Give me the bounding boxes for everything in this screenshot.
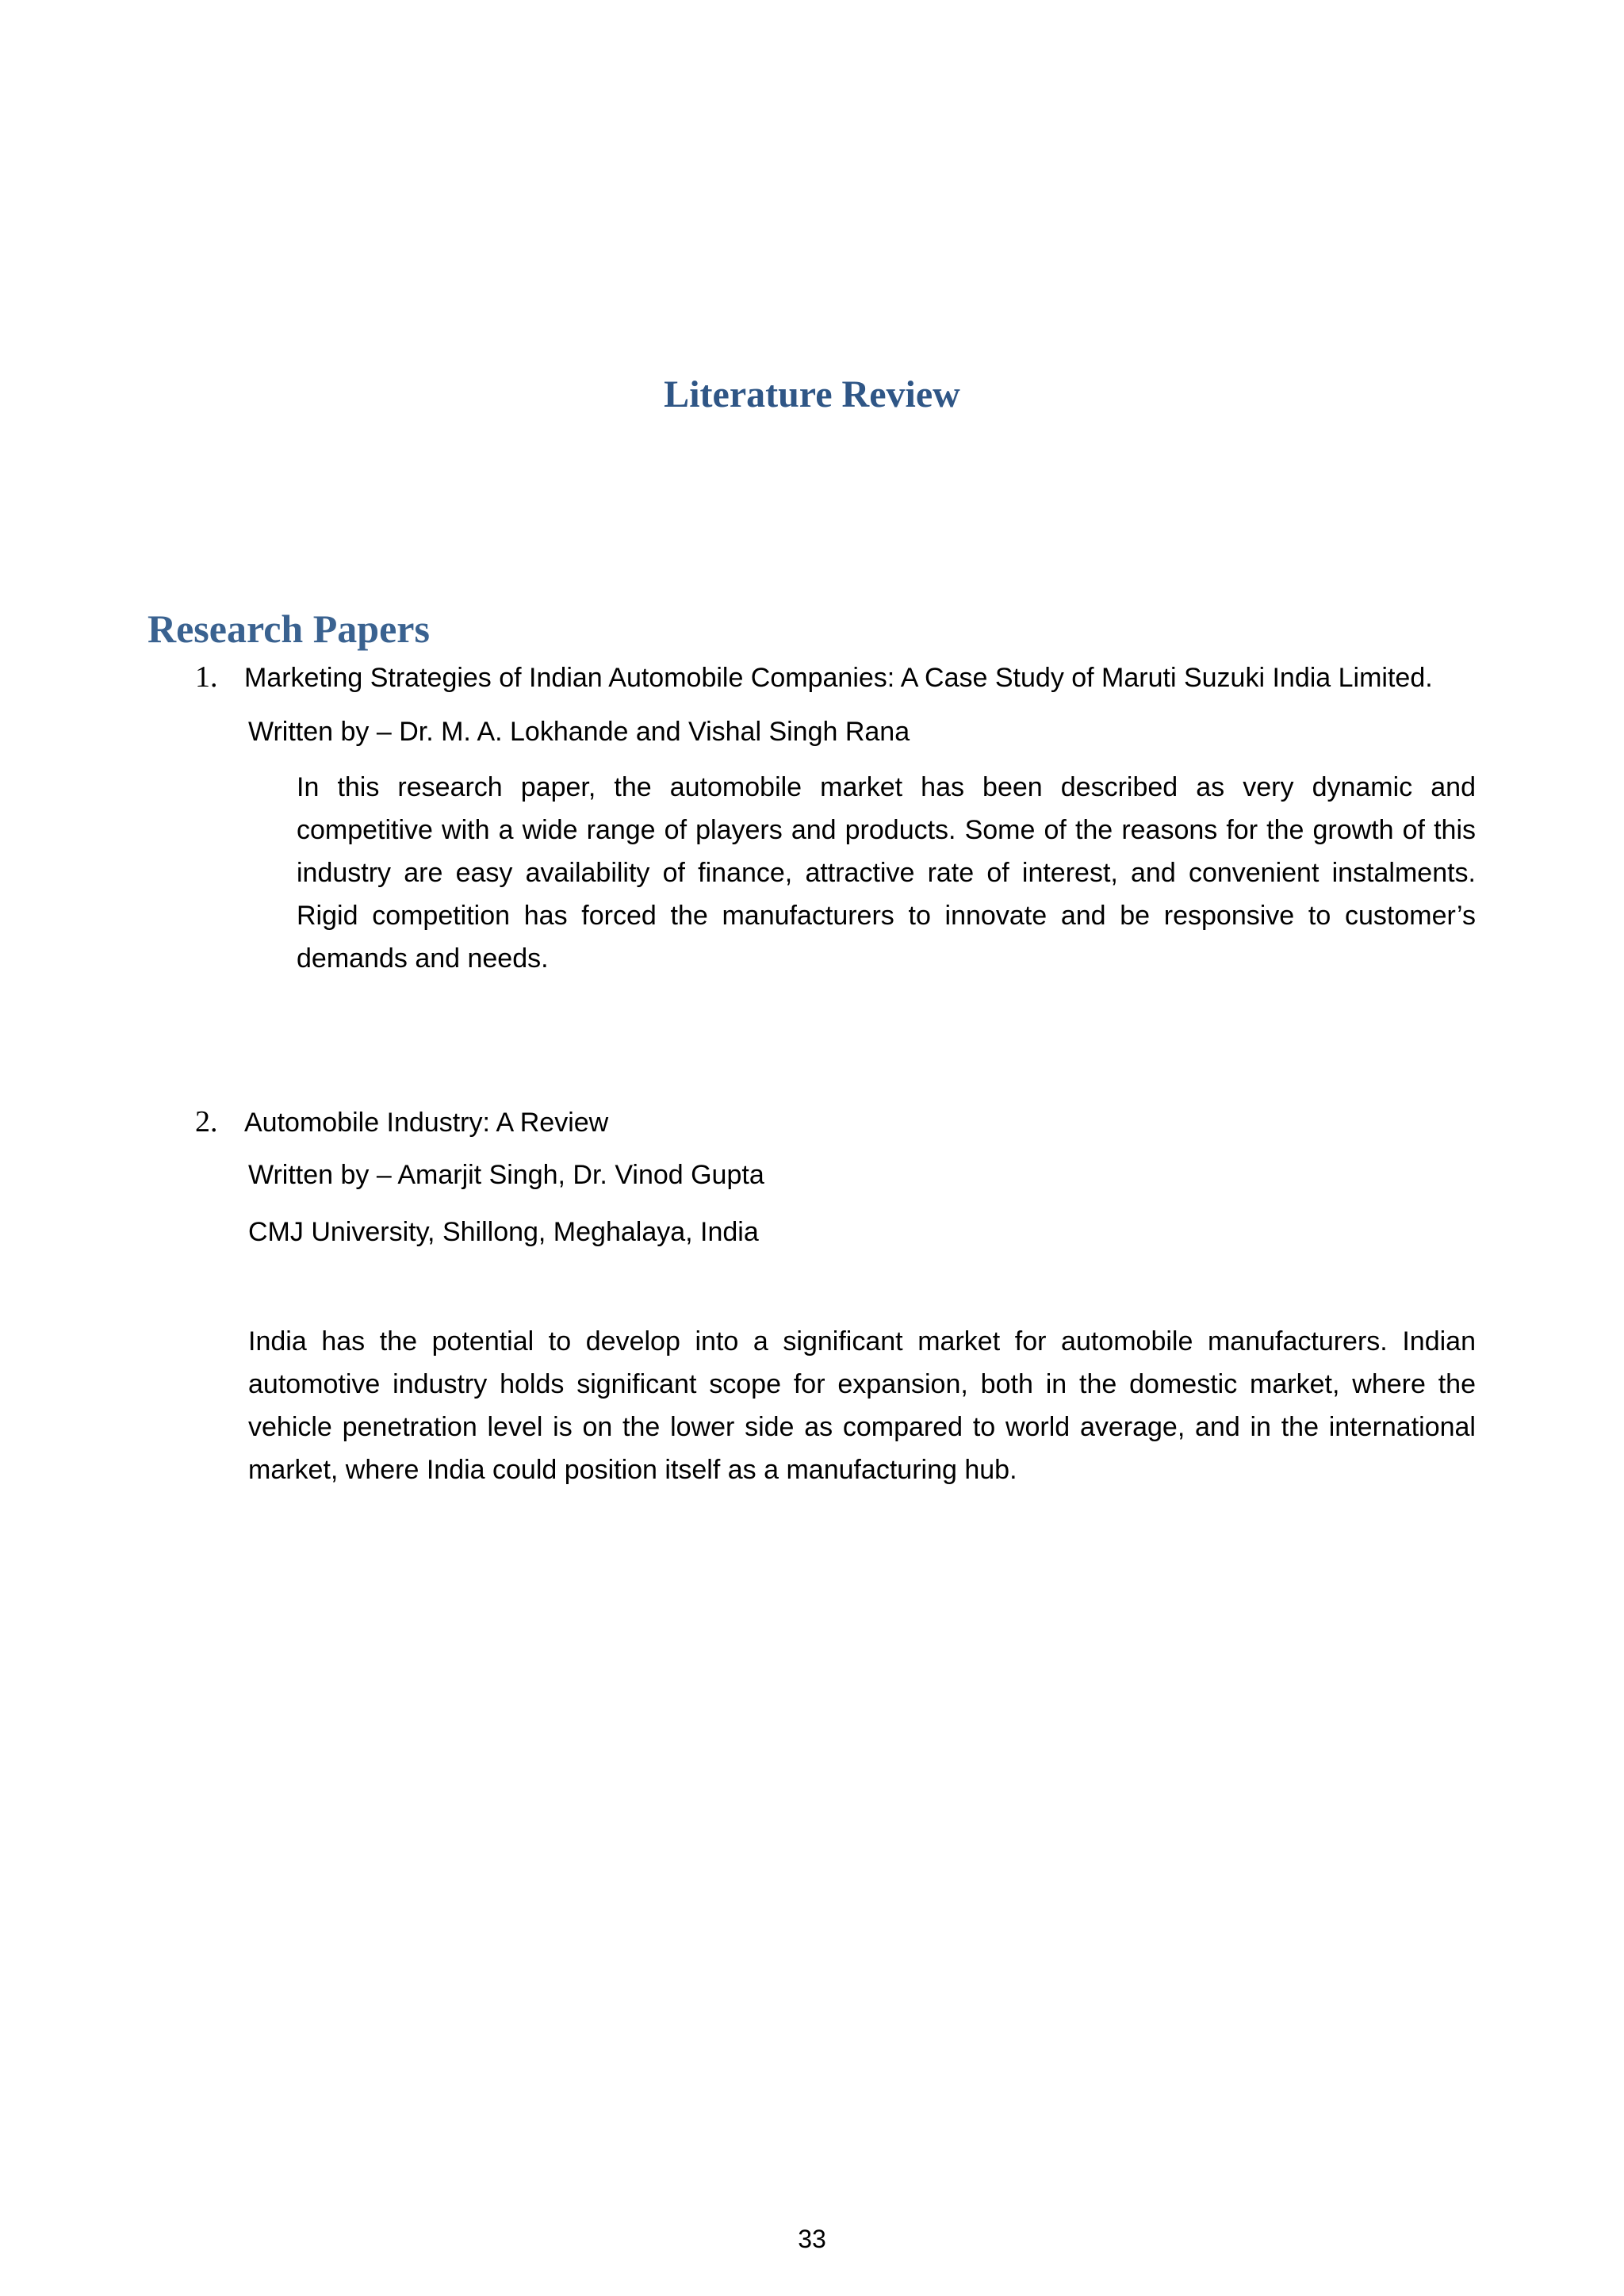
paper-1-title-row [195, 660, 1433, 695]
paper-2-title-row [195, 1104, 608, 1139]
paper-1-title: Marketing Strategies of Indian Automobile Companies: A Case Study of Maruti Suzuki India Limited. [244, 663, 1433, 693]
paper-2-authors: Written by – Amarjit Singh, Dr. Vinod Gupta [248, 1160, 764, 1190]
paper-2-title: Automobile Industry: A Review [244, 1108, 609, 1138]
paper-1-number: 1. [195, 660, 218, 694]
paper-2-abstract: India has the potential to develop into a significant market for automobile manufacturers. Indian automotive industry holds significant scope for expansion, both in the domestic market, where the vehicle penetration level is on the lower side as compared to world average, and in the international market, where India could position itself as a manufacturing hub. [248, 1326, 1476, 1485]
page-title: Literature Review [664, 373, 960, 415]
paper-2-number: 2. [195, 1105, 218, 1138]
paper-2-affiliation: CMJ University, Shillong, Meghalaya, India [248, 1217, 759, 1247]
paper-1-abstract: In this research paper, the automobile market has been described as very dynamic and competitive with a wide range of players and products. Some of the reasons for the growth of this industry are easy availability of finance, attractive rate of interest, and convenient instalments. Rigid competition has forced the manufacturers to innovate and be responsive to customer’s demands and needs. [297, 772, 1476, 974]
section-heading: Research Papers [147, 607, 430, 651]
paper-1-authors: Written by – Dr. M. A. Lokhande and Vishal Singh Rana [248, 717, 910, 747]
page-number: 33 [798, 2225, 826, 2253]
